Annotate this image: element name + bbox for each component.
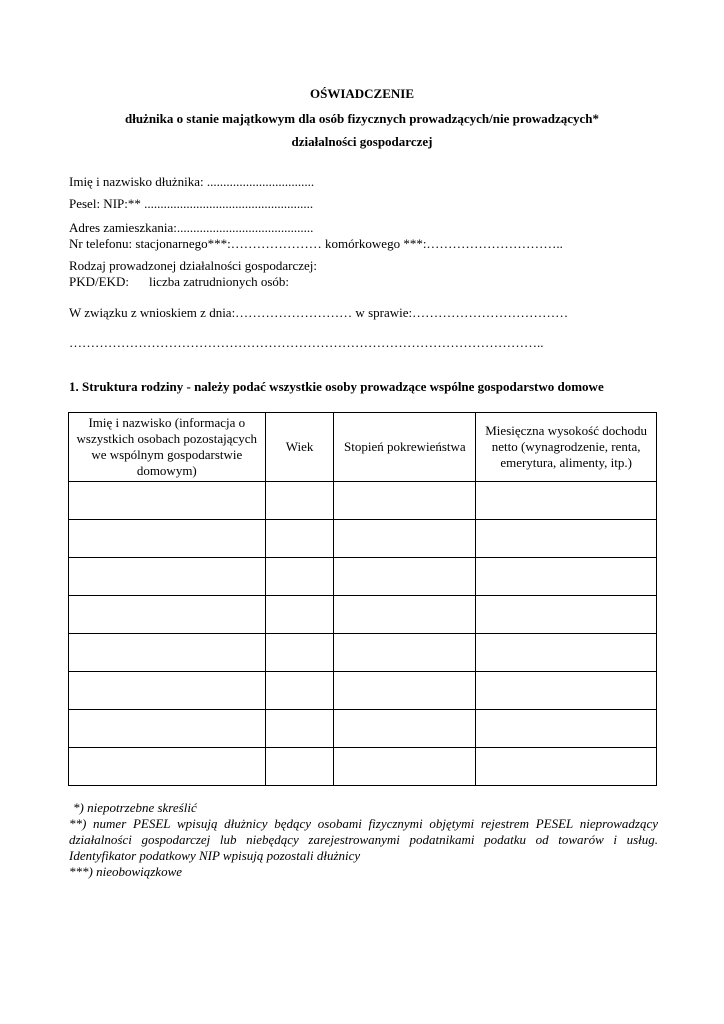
request-date-field[interactable]: W związku z wnioskiem z dnia:……………………… w sprawie:……………………………… — [69, 305, 569, 320]
table-cell[interactable] — [476, 710, 657, 748]
table-cell[interactable] — [265, 596, 334, 634]
table-cell[interactable] — [334, 672, 476, 710]
table-cell[interactable] — [476, 672, 657, 710]
address-field[interactable]: Adres zamieszkania:.......................................... — [69, 220, 314, 235]
table-cell[interactable] — [265, 672, 334, 710]
table-cell[interactable] — [476, 748, 657, 786]
table-cell[interactable] — [69, 520, 266, 558]
table-cell[interactable] — [265, 634, 334, 672]
document-subtitle-continued: działalności gospodarczej — [291, 134, 433, 149]
employees-count-field[interactable]: liczba zatrudnionych osób: — [148, 274, 290, 289]
table-cell[interactable] — [69, 558, 266, 596]
column-header-income: Miesięczna wysokość dochodu netto (wynagrodzenie, renta, emerytura, alimenty, itp.) — [476, 413, 657, 482]
table-cell[interactable] — [476, 634, 657, 672]
document-subtitle: dłużnika o stanie majątkowym dla osób fizycznych prowadzących/nie prowadzących* — [124, 111, 600, 126]
table-cell[interactable] — [334, 710, 476, 748]
table-cell[interactable] — [334, 520, 476, 558]
table-cell[interactable] — [334, 748, 476, 786]
table-cell[interactable] — [69, 482, 266, 520]
table-cell[interactable] — [265, 520, 334, 558]
table-row — [69, 520, 657, 558]
family-structure-table — [68, 412, 657, 786]
debtor-name-field[interactable]: Imię i nazwisko dłużnika: ................................. — [69, 174, 315, 189]
table-cell[interactable] — [476, 558, 657, 596]
table-cell[interactable] — [265, 558, 334, 596]
table-row — [69, 558, 657, 596]
table-cell[interactable] — [69, 672, 266, 710]
phone-field[interactable]: Nr telefonu: stacjonarnego***:………………… komórkowego ***:………………………….. — [69, 236, 563, 251]
footnotes — [69, 800, 658, 880]
table-cell[interactable] — [265, 710, 334, 748]
table-cell[interactable] — [69, 634, 266, 672]
column-header-relationship: Stopień pokrewieństwa — [334, 413, 476, 482]
table-cell[interactable] — [69, 748, 266, 786]
table-cell[interactable] — [334, 634, 476, 672]
table-cell[interactable] — [334, 482, 476, 520]
column-header-age: Wiek — [265, 413, 334, 482]
table-row — [69, 748, 657, 786]
section-family-structure-title: 1. Struktura rodziny - należy podać wszystkie osoby prowadzące wspólne gospodarstwo domowe — [69, 379, 604, 394]
table-cell[interactable] — [69, 710, 266, 748]
table-row — [69, 596, 657, 634]
table-row — [69, 482, 657, 520]
pkd-ekd-field[interactable]: PKD/EKD: — [69, 274, 129, 289]
table-cell[interactable] — [69, 596, 266, 634]
table-cell[interactable] — [476, 596, 657, 634]
table-header-row — [69, 413, 657, 482]
pesel-nip-field[interactable]: Pesel: NIP:** .................................................... — [69, 196, 314, 211]
table-row — [69, 634, 657, 672]
request-continuation-field[interactable]: ……………………………………………………………………………………………….. — [69, 335, 544, 350]
activity-type-field[interactable]: Rodzaj prowadzonej działalności gospodarczej: — [69, 258, 317, 273]
footnote-triple-asterisk: ***) nieobowiązkowe — [69, 864, 183, 879]
footnote-double-asterisk: **) numer PESEL wpisują dłużnicy będący osobami fizycznymi objętymi rejestrem PESEL nieprowadzący działalności gospodarczej lub niebędący zarejestrowanymi podatnikami podatku od towarów i usług. Identyfikator podatkowy NIP wpisują pozostali dłużnicy — [69, 816, 658, 863]
table-row — [69, 672, 657, 710]
table-cell[interactable] — [476, 520, 657, 558]
table-cell[interactable] — [334, 596, 476, 634]
document-title: OŚWIADCZENIE — [309, 86, 415, 101]
table-cell[interactable] — [476, 482, 657, 520]
table-cell[interactable] — [265, 748, 334, 786]
footnote-single-asterisk: *) niepotrzebne skreślić — [73, 800, 197, 815]
table-cell[interactable] — [334, 558, 476, 596]
column-header-name: Imię i nazwisko (informacja o wszystkich osobach pozostających we wspólnym gospodarstwie domowym) — [69, 413, 266, 482]
table-row — [69, 710, 657, 748]
pkd-employees-row — [69, 274, 289, 290]
table-cell[interactable] — [265, 482, 334, 520]
